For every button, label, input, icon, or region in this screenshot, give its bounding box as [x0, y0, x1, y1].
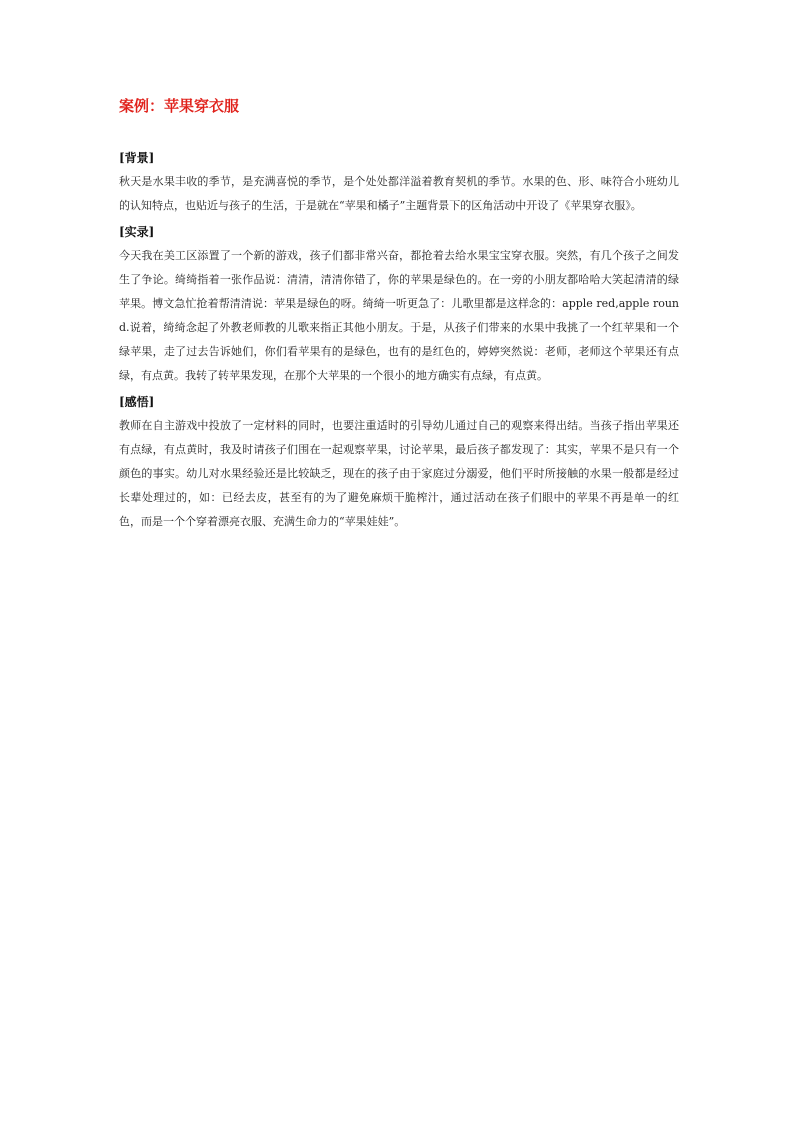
- section-record: [119, 220, 679, 388]
- section-heading-record: [实录]: [119, 225, 155, 239]
- section-background: [119, 146, 679, 218]
- section-reflection: [119, 390, 679, 534]
- section-text-record: 今天我在美工区添置了一个新的游戏，孩子们都非常兴奋，都抢着去给水果宝宝穿衣服。突然，有几个孩子之间发生了争论。绮绮指着一张作品说：清清，清清你错了，你的苹果是绿色的。在一旁的小朋友都哈哈大笑起清清的绿苹果。博文急忙抢着帮清清说：苹果是绿色的呀。绮绮一听更急了：儿歌里都是这样念的：apple red,apple round.说着，绮绮念起了外教老师教的儿歌来指正其他小朋友。于是，从孩子们带来的水果中我挑了一个红苹果和一个绿苹果，走了过去告诉她们，你们看苹果有的是绿色，也有的是红色的，婷婷突然说：老师，老师这个苹果还有点绿，有点黄。我转了转苹果发现，在那个大苹果的一个很小的地方确实有点绿，有点黄。: [119, 249, 679, 382]
- document-body: [119, 92, 679, 536]
- section-heading-background: [背景]: [119, 151, 155, 165]
- section-text-reflection: 教师在自主游戏中投放了一定材料的同时，也要注重适时的引导幼儿通过自己的观察来得出结。当孩子指出苹果还有点绿，有点黄时，我及时请孩子们围在一起观察苹果，讨论苹果，最后孩子都发现了：其实，苹果不是只有一个颜色的事实。幼儿对水果经验还是比较缺乏，现在的孩子由于家庭过分溺爱，他们平时所接触的水果一般都是经过长辈处理过的，如：已经去皮，甚至有的为了避免麻烦干脆榨汁，通过活动在孩子们眼中的苹果不再是单一的红色，而是一个个穿着漂亮衣服、充满生命力的“苹果娃娃”。: [119, 419, 679, 528]
- section-text-background: 秋天是水果丰收的季节，是充满喜悦的季节，是个处处都洋溢着教育契机的季节。水果的色、形、味符合小班幼儿的认知特点，也贴近与孩子的生活，于是就在“苹果和橘子”主题背景下的区角活动中开设了《苹果穿衣服》。: [119, 175, 679, 212]
- section-heading-reflection: [感悟]: [119, 395, 155, 409]
- page-title: 案例：苹果穿衣服: [119, 97, 240, 115]
